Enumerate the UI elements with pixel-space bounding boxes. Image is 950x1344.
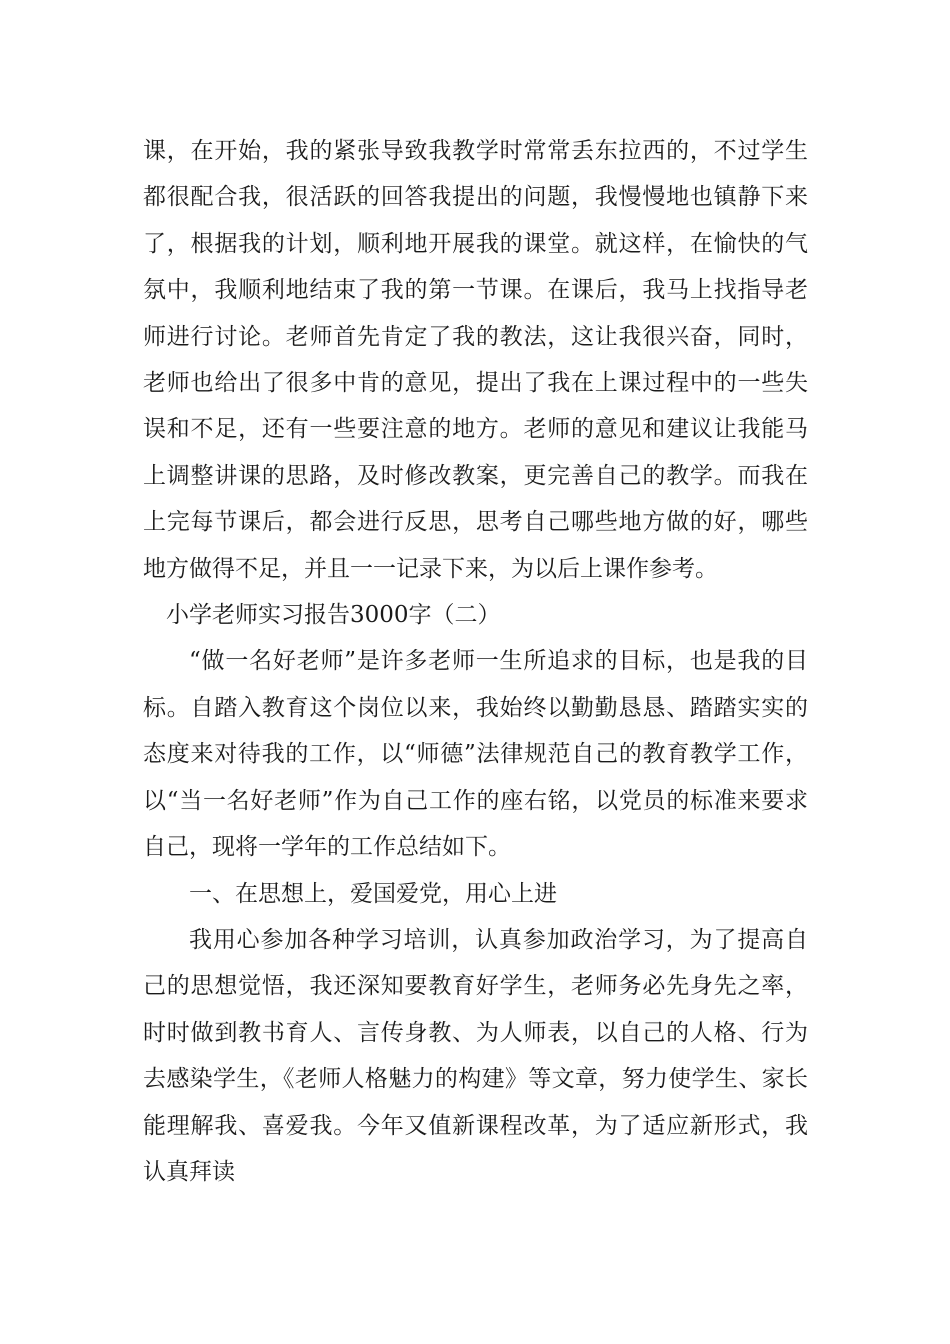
paragraph-continued: 课，在开始，我的紧张导致我教学时常常丢东拉西的，不过学生都很配合我，很活跃的回答我提出的问题，我慢慢地也镇静下来了，根据我的计划，顺利地开展我的课堂。就这样，在愉快的气氛中，我顺利地结束了我的第一节课。在课后，我马上找指导老师进行讨论。老师首先肯定了我的教法，这让我很兴奋，同时，老师也给出了很多中肯的意见，提出了我在上课过程中的一些失误和不足，还有一些要注意的地方。老师的意见和建议让我能马上调整讲课的思路，及时修改教案，更完善自己的教学。而我在上完每节课后，都会进行反思，思考自己哪些地方做的好，哪些地方做得不足，并且一一记录下来，为以后上课作参考。 bbox=[143, 138, 808, 582]
document-body bbox=[143, 128, 808, 1195]
paragraph-intro: “做一名好老师”是许多老师一生所追求的目标，也是我的目标。自踏入教育这个岗位以来，我始终以勤勤恳恳、踏踏实实的态度来对待我的工作，以“师德”法律规范自己的教育教学工作，以“当一名好老师”作为自己工作的座右铭，以党员的标准来要求自己，现将一学年的工作总结如下。 bbox=[143, 648, 808, 861]
paragraph-study: 我用心参加各种学习培训，认真参加政治学习，为了提高自己的思想觉悟，我还深知要教育好学生，老师务必先身先之率，时时做到教书育人、言传身教、为人师表，以自己的人格、行为去感染学生，《老师人格魅力的构建》等文章，努力使学生、家长能理解我、喜爱我。今年又值新课程改革，为了适应新形式，我认真拜读 bbox=[143, 926, 808, 1185]
section-title: 小学老师实习报告3000字（二） bbox=[166, 602, 501, 629]
subheading-thought: 一、在思想上，爱国爱党，用心上进 bbox=[189, 880, 557, 907]
